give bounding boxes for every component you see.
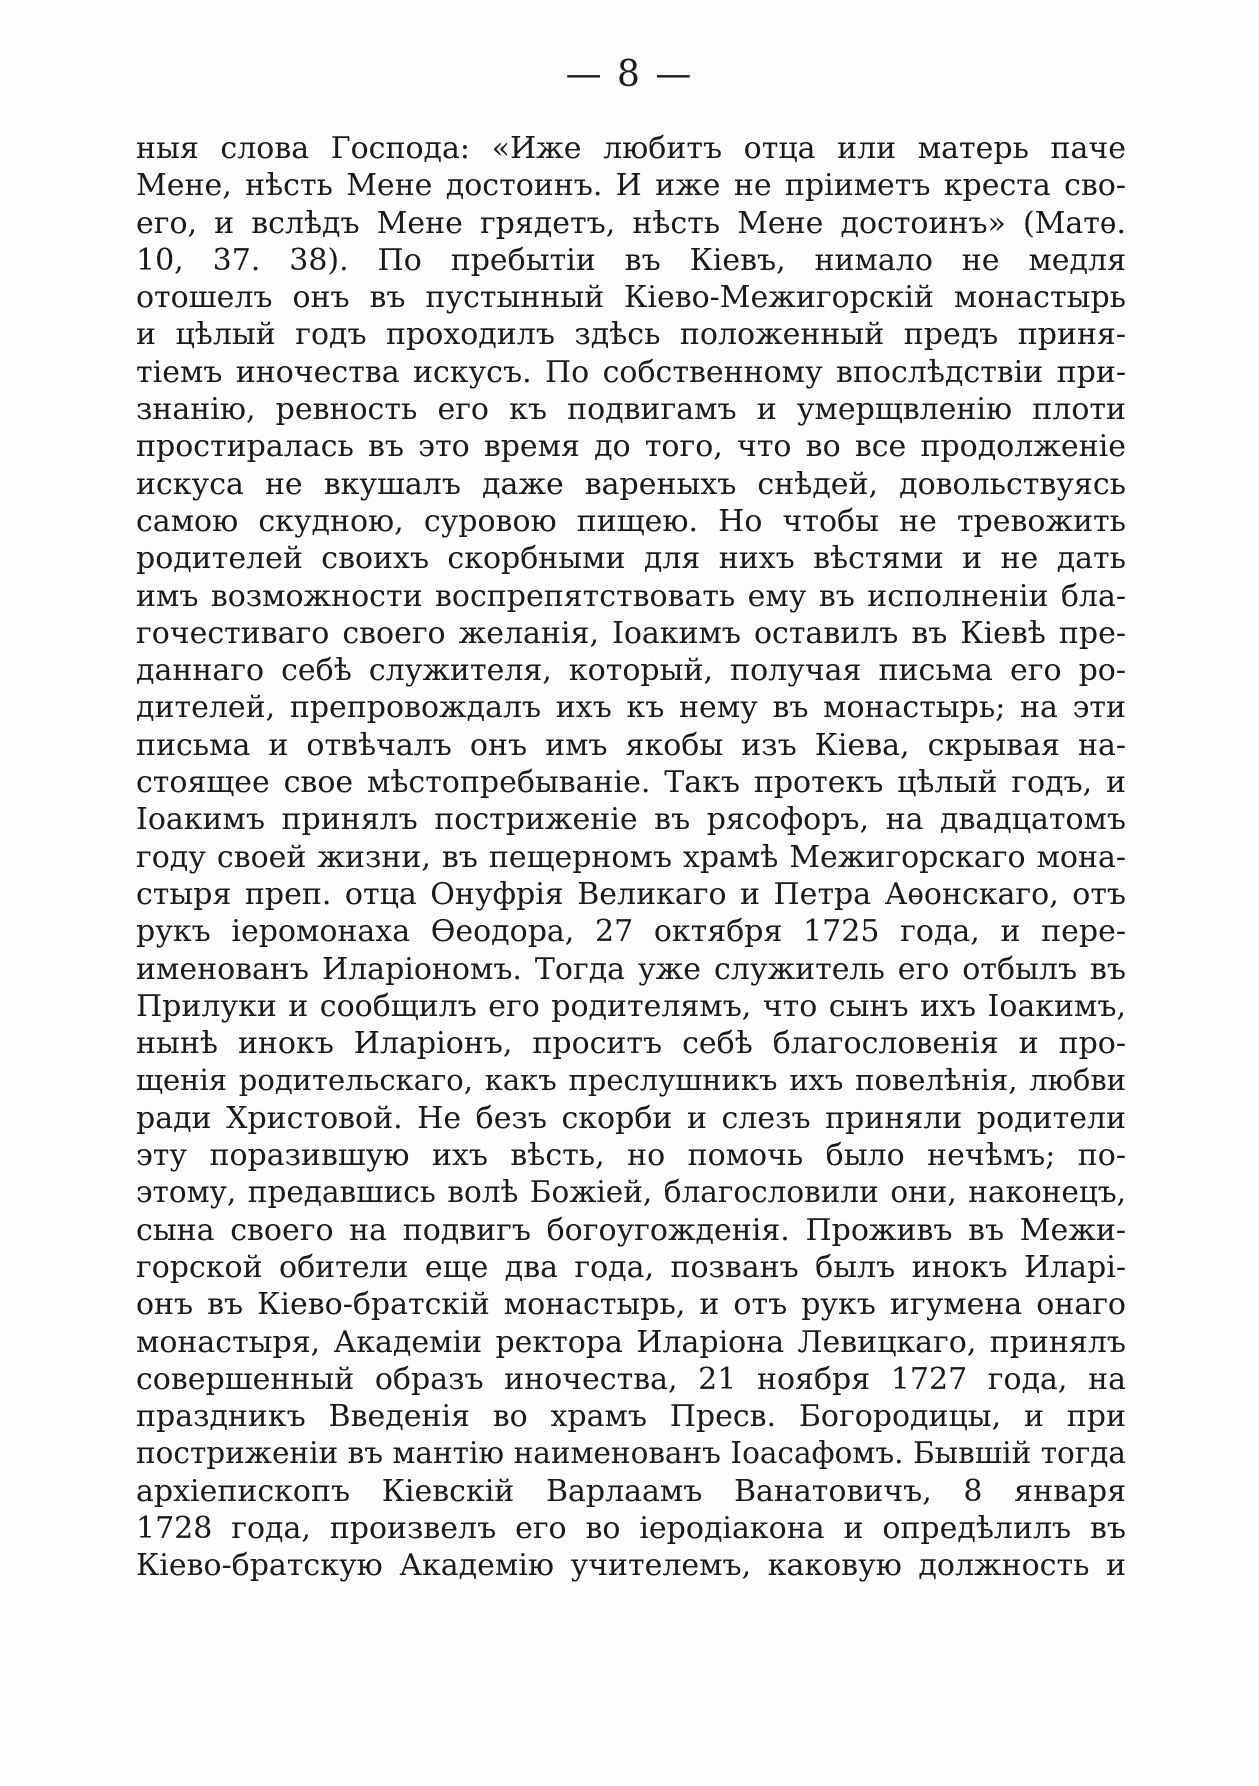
text-line: его, и вслѣдъ Мене грядетъ, нѣсть Мене достоинъ» (Матѳ. [136, 205, 1126, 241]
text-line: постриженіи въ мантію наименованъ Іоасафомъ. Бывшій тогда [136, 1436, 1126, 1471]
text-line: горской обители еще два года, позванъ былъ инокъ Иларі- [136, 1249, 1126, 1285]
text-line: искуса не вкушалъ даже вареныхъ снѣдей, довольствуясь [136, 466, 1126, 502]
text-line: самою скудною, суровою пищею. Но чтобы не тревожить [136, 503, 1126, 539]
text-line: сына своего на подвигъ богоугожденія. Проживъ въ Межи- [136, 1212, 1126, 1248]
text-line: совершенный образъ иночества, 21 ноября 1727 года, на [136, 1361, 1126, 1397]
text-line: архіепископъ Кіевскій Варлаамъ Ванатовичъ, 8 января [136, 1473, 1126, 1509]
text-line: Іоакимъ принялъ постриженіе въ рясофоръ, на двадцатомъ [136, 802, 1126, 838]
text-line: именованъ Иларіономъ. Тогда уже служитель его отбылъ въ [136, 951, 1126, 987]
text-line: праздникъ Введенія во храмъ Пресв. Богородицы, и при [136, 1399, 1126, 1435]
text-line: 10, 37. 38). По пребытіи въ Кіевъ, нимало не медля [136, 242, 1126, 278]
text-line: даннаго себѣ служителя, который, получая письма его ро- [136, 653, 1126, 689]
text-line: нынѣ инокъ Иларіонъ, проситъ себѣ благословенія и про- [136, 1026, 1126, 1062]
text-line: ради Христовой. Не безъ скорби и слезъ приняли родители [136, 1100, 1126, 1136]
text-line: стоящее свое мѣстопребываніе. Такъ протекъ цѣлый годъ, и [136, 765, 1126, 801]
text-line: родителей своихъ скорбными для нихъ вѣстями и не дать [136, 541, 1126, 577]
text-line: простиралась въ это время до того, что во все продолженіе [136, 429, 1126, 465]
text-line: щенія родительскаго, какъ преслушникъ ихъ повелѣнія, любви [136, 1063, 1126, 1098]
text-line: онъ въ Кіево-братскій монастырь, и отъ рукъ игумена онаго [136, 1287, 1126, 1323]
text-line: эту поразившую ихъ вѣсть, но помочь было нечѣмъ; по- [136, 1138, 1126, 1174]
text-line: Кіево-братскую Академію учителемъ, каковую должность и [136, 1548, 1126, 1584]
text-line: ныя слова Господа: «Иже любитъ отца или матерь паче [136, 131, 1126, 166]
text-line: имъ возможности воспрепятствовать ему въ исполненіи бла- [136, 578, 1126, 614]
text-line: Мене, нѣсть Мене достоинъ. И иже не пріиметъ креста сво- [136, 168, 1126, 204]
text-line: знанію, ревность его къ подвигамъ и умерщвленію плоти [136, 392, 1126, 428]
text-line: дителей, препровождалъ ихъ къ нему въ монастырь; на эти [136, 690, 1126, 726]
page-number: — 8 — [565, 54, 694, 95]
text-line: стыря преп. отца Онуфрія Великаго и Петра Аѳонскаго, отъ [136, 876, 1126, 912]
body-text [136, 130, 1126, 1585]
text-line: этому, предавшись волѣ Божіей, благословили они, наконецъ, [136, 1175, 1126, 1210]
text-line: отошелъ онъ въ пустынный Кіево-Межигорскій монастырь [136, 280, 1126, 316]
text-line: году своей жизни, въ пещерномъ храмѣ Межигорскаго мона- [136, 839, 1126, 875]
text-line: гочестиваго своего желанія, Іоакимъ оставилъ въ Кіевѣ пре- [136, 615, 1126, 651]
text-line: тіемъ иночества искусъ. По собственному впослѣдствіи при- [136, 354, 1126, 390]
text-line: Прилуки и сообщилъ его родителямъ, что сынъ ихъ Іоакимъ, [136, 988, 1126, 1024]
text-line: 1728 года, произвелъ его во іеродіакона и опредѣлилъ въ [136, 1510, 1126, 1546]
text-line: письма и отвѣчалъ онъ имъ якобы изъ Кіева, скрывая на- [136, 727, 1126, 763]
text-line: и цѣлый годъ проходилъ здѣсь положенный предъ приня- [136, 317, 1126, 353]
text-line: рукъ іеромонаха Ѳеодора, 27 октября 1725 года, и пере- [136, 914, 1126, 950]
text-line: монастыря, Академіи ректора Иларіона Левицкаго, принялъ [136, 1324, 1126, 1360]
